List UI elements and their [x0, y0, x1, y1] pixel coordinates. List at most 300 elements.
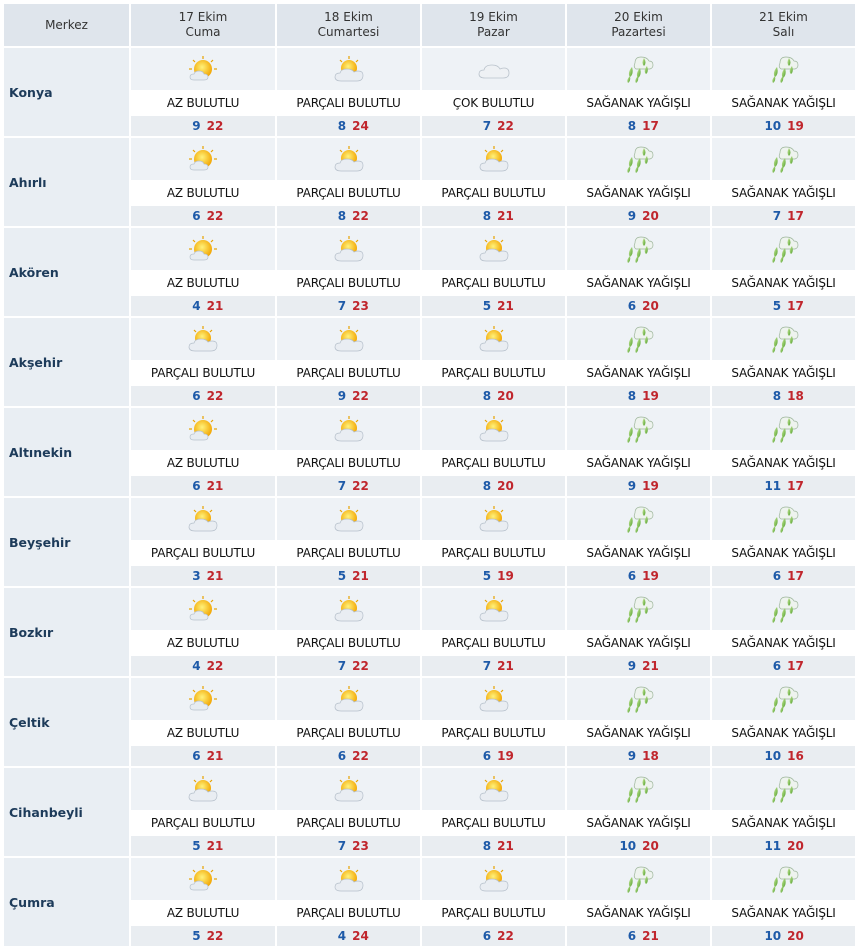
condition-label: PARÇALI BULUTLU — [277, 542, 420, 564]
condition-row — [4, 812, 855, 834]
weather-icon-cell — [712, 768, 855, 810]
weather-icon-cell — [131, 48, 275, 90]
condition-label: PARÇALI BULUTLU — [131, 542, 275, 564]
max-temperature: 20 — [642, 839, 659, 853]
sun-cloud-icon — [477, 149, 511, 168]
city-icon-row — [4, 228, 855, 270]
weather-icon-cell — [131, 588, 275, 630]
max-temperature: 23 — [352, 299, 369, 313]
max-temperature: 16 — [787, 749, 804, 763]
condition-label: PARÇALI BULUTLU — [422, 452, 565, 474]
max-temperature: 17 — [787, 659, 804, 673]
max-temperature: 22 — [497, 119, 514, 133]
sun-cloud-icon — [477, 329, 511, 348]
sun-cloud-icon — [186, 779, 220, 798]
weather-icon-cell — [277, 768, 420, 810]
temperature-cell — [712, 566, 855, 586]
max-temperature: 20 — [642, 209, 659, 223]
temperature-cell — [567, 836, 710, 856]
min-temperature: 4 — [192, 299, 201, 313]
min-temperature: 6 — [337, 749, 347, 763]
temperature-cell — [567, 206, 710, 226]
min-temperature: 7 — [337, 839, 347, 853]
weather-icon-cell — [422, 768, 565, 810]
max-temperature: 19 — [497, 749, 514, 763]
max-temperature: 17 — [787, 299, 804, 313]
min-temperature: 8 — [482, 479, 492, 493]
weather-icon-cell — [131, 858, 275, 900]
condition-label: SAĞANAK YAĞIŞLI — [712, 542, 855, 564]
temperature-cell — [567, 296, 710, 316]
temperature-cell — [712, 386, 855, 406]
condition-label: SAĞANAK YAĞIŞLI — [567, 182, 710, 204]
temperature-cell — [277, 206, 420, 226]
temperature-cell — [567, 386, 710, 406]
condition-label: SAĞANAK YAĞIŞLI — [712, 362, 855, 384]
day-header — [422, 4, 565, 46]
condition-label: PARÇALI BULUTLU — [277, 632, 420, 654]
sun-cloud-icon — [477, 509, 511, 528]
temperature-cell — [422, 566, 565, 586]
sun-small-cloud-icon — [186, 689, 220, 708]
weather-icon-cell — [567, 138, 710, 180]
min-temperature: 9 — [192, 119, 201, 133]
weather-icon-cell — [567, 48, 710, 90]
max-temperature: 17 — [787, 209, 804, 223]
day-date: 21 Ekim — [759, 10, 808, 24]
min-temperature: 9 — [337, 389, 347, 403]
condition-label: SAĞANAK YAĞIŞLI — [567, 542, 710, 564]
condition-label: SAĞANAK YAĞIŞLI — [712, 902, 855, 924]
min-temperature: 10 — [619, 839, 637, 853]
rain-shower-icon — [767, 689, 801, 708]
temperature-cell — [131, 296, 275, 316]
min-temperature: 7 — [772, 209, 782, 223]
condition-label: SAĞANAK YAĞIŞLI — [712, 632, 855, 654]
city-name[interactable]: Beyşehir — [4, 498, 129, 586]
temperature-cell — [131, 656, 275, 676]
min-temperature: 7 — [337, 479, 347, 493]
max-temperature: 22 — [352, 479, 369, 493]
weather-icon-cell — [277, 678, 420, 720]
sun-cloud-icon — [186, 329, 220, 348]
weather-icon-cell — [712, 588, 855, 630]
city-name[interactable]: Akören — [4, 228, 129, 316]
city-icon-row — [4, 408, 855, 450]
rain-shower-icon — [622, 239, 656, 258]
max-temperature: 22 — [206, 119, 224, 133]
day-weekday: Salı — [772, 25, 795, 39]
max-temperature: 18 — [642, 749, 659, 763]
max-temperature: 20 — [497, 389, 514, 403]
sun-small-cloud-icon — [186, 59, 220, 78]
sun-cloud-icon — [332, 779, 366, 798]
temperature-cell — [131, 476, 275, 496]
rain-shower-icon — [767, 239, 801, 258]
min-temperature: 8 — [482, 209, 492, 223]
max-temperature: 19 — [642, 569, 659, 583]
weather-icon-cell — [277, 138, 420, 180]
weather-icon-cell — [567, 588, 710, 630]
city-name[interactable]: Konya — [4, 48, 129, 136]
weather-icon-cell — [567, 768, 710, 810]
max-temperature: 22 — [206, 929, 224, 943]
max-temperature: 21 — [497, 839, 514, 853]
temperature-cell — [712, 116, 855, 136]
max-temperature: 24 — [352, 119, 369, 133]
sun-small-cloud-icon — [186, 149, 220, 168]
weather-icon-cell — [567, 318, 710, 360]
city-icon-row — [4, 678, 855, 720]
condition-label: PARÇALI BULUTLU — [277, 272, 420, 294]
max-temperature: 21 — [206, 839, 224, 853]
weather-icon-cell — [422, 138, 565, 180]
rain-shower-icon — [622, 149, 656, 168]
condition-label: AZ BULUTLU — [131, 902, 275, 924]
max-temperature: 21 — [206, 299, 224, 313]
day-date: 17 Ekim — [178, 10, 228, 24]
weather-icon-cell — [422, 48, 565, 90]
sun-cloud-icon — [332, 149, 366, 168]
min-temperature: 5 — [337, 569, 347, 583]
temperature-cell — [422, 386, 565, 406]
weather-icon-cell — [131, 228, 275, 270]
max-temperature: 20 — [642, 299, 659, 313]
temperature-row — [4, 476, 855, 496]
condition-label: SAĞANAK YAĞIŞLI — [567, 362, 710, 384]
max-temperature: 20 — [497, 479, 514, 493]
temperature-cell — [131, 206, 275, 226]
city-name[interactable]: Çumra — [4, 858, 129, 946]
rain-shower-icon — [622, 419, 656, 438]
min-temperature: 7 — [337, 659, 347, 673]
city-name[interactable]: Ahırlı — [4, 138, 129, 226]
rain-shower-icon — [622, 599, 656, 618]
min-temperature: 8 — [337, 209, 347, 223]
rain-shower-icon — [622, 329, 656, 348]
temperature-cell — [131, 116, 275, 136]
day-header — [567, 4, 710, 46]
weather-icon-cell — [712, 318, 855, 360]
sun-small-cloud-icon — [186, 239, 220, 258]
min-temperature: 8 — [627, 389, 637, 403]
min-temperature: 6 — [192, 209, 201, 223]
forecast-table-wrapper — [4, 4, 851, 946]
rain-shower-icon — [767, 509, 801, 528]
min-temperature: 5 — [192, 929, 201, 943]
sun-cloud-icon — [477, 599, 511, 618]
day-header — [131, 4, 275, 46]
max-temperature: 21 — [497, 209, 514, 223]
weather-icon-cell — [131, 678, 275, 720]
weather-icon-cell — [712, 678, 855, 720]
day-weekday: Pazar — [477, 25, 510, 39]
condition-label: PARÇALI BULUTLU — [422, 902, 565, 924]
max-temperature: 21 — [206, 479, 224, 493]
min-temperature: 11 — [764, 839, 782, 853]
cloud-icon — [477, 59, 511, 78]
max-temperature: 17 — [642, 119, 659, 133]
condition-label: AZ BULUTLU — [131, 272, 275, 294]
weather-icon-cell — [277, 858, 420, 900]
temperature-cell — [422, 476, 565, 496]
temperature-cell — [131, 746, 275, 766]
condition-label: AZ BULUTLU — [131, 182, 275, 204]
min-temperature: 8 — [337, 119, 347, 133]
max-temperature: 19 — [497, 569, 514, 583]
min-temperature: 6 — [627, 299, 637, 313]
temperature-cell — [422, 836, 565, 856]
condition-label: SAĞANAK YAĞIŞLI — [567, 722, 710, 744]
condition-label: SAĞANAK YAĞIŞLI — [567, 452, 710, 474]
min-temperature: 6 — [627, 569, 637, 583]
sun-cloud-icon — [477, 779, 511, 798]
weather-icon-cell — [277, 318, 420, 360]
max-temperature: 22 — [206, 389, 224, 403]
condition-row — [4, 452, 855, 474]
rain-shower-icon — [767, 599, 801, 618]
forecast-body — [4, 48, 855, 946]
max-temperature: 24 — [352, 929, 369, 943]
condition-label: PARÇALI BULUTLU — [422, 272, 565, 294]
min-temperature: 4 — [337, 929, 347, 943]
forecast-table — [2, 2, 855, 948]
temperature-row — [4, 116, 855, 136]
condition-label: PARÇALI BULUTLU — [277, 362, 420, 384]
temperature-cell — [131, 386, 275, 406]
max-temperature: 22 — [352, 209, 369, 223]
condition-label: SAĞANAK YAĞIŞLI — [712, 182, 855, 204]
sun-small-cloud-icon — [186, 599, 220, 618]
max-temperature: 20 — [787, 929, 804, 943]
max-temperature: 21 — [497, 299, 514, 313]
weather-icon-cell — [712, 138, 855, 180]
temperature-cell — [422, 746, 565, 766]
max-temperature: 22 — [352, 749, 369, 763]
condition-label: SAĞANAK YAĞIŞLI — [712, 272, 855, 294]
weather-icon-cell — [277, 498, 420, 540]
temperature-cell — [277, 746, 420, 766]
sun-cloud-icon — [477, 689, 511, 708]
day-header — [712, 4, 855, 46]
min-temperature: 5 — [772, 299, 782, 313]
temperature-cell — [567, 926, 710, 946]
temperature-cell — [422, 116, 565, 136]
condition-label: SAĞANAK YAĞIŞLI — [712, 812, 855, 834]
temperature-cell — [131, 926, 275, 946]
city-name[interactable]: Cihanbeyli — [4, 768, 129, 856]
min-temperature: 8 — [482, 389, 492, 403]
temperature-cell — [712, 926, 855, 946]
condition-label: PARÇALI BULUTLU — [277, 92, 420, 114]
min-temperature: 10 — [764, 119, 782, 133]
min-temperature: 10 — [764, 929, 782, 943]
temperature-row — [4, 836, 855, 856]
temperature-cell — [277, 566, 420, 586]
city-name[interactable]: Altınekin — [4, 408, 129, 496]
weather-icon-cell — [712, 498, 855, 540]
condition-label: AZ BULUTLU — [131, 632, 275, 654]
weather-icon-cell — [712, 408, 855, 450]
max-temperature: 22 — [206, 659, 224, 673]
temperature-row — [4, 386, 855, 406]
sun-cloud-icon — [332, 869, 366, 888]
condition-label: PARÇALI BULUTLU — [422, 812, 565, 834]
max-temperature: 22 — [352, 389, 369, 403]
max-temperature: 23 — [352, 839, 369, 853]
temperature-row — [4, 746, 855, 766]
city-icon-row — [4, 48, 855, 90]
sun-cloud-icon — [332, 59, 366, 78]
temperature-row — [4, 566, 855, 586]
max-temperature: 21 — [642, 659, 659, 673]
temperature-cell — [422, 296, 565, 316]
temperature-cell — [131, 566, 275, 586]
condition-label: PARÇALI BULUTLU — [422, 722, 565, 744]
min-temperature: 11 — [764, 479, 782, 493]
min-temperature: 10 — [764, 749, 782, 763]
temperature-cell — [277, 656, 420, 676]
rain-shower-icon — [767, 869, 801, 888]
temperature-cell — [712, 746, 855, 766]
weather-icon-cell — [712, 228, 855, 270]
rain-shower-icon — [767, 149, 801, 168]
merkez-header: Merkez — [4, 4, 129, 46]
condition-label: PARÇALI BULUTLU — [422, 362, 565, 384]
sun-cloud-icon — [186, 509, 220, 528]
rain-shower-icon — [767, 59, 801, 78]
weather-icon-cell — [567, 678, 710, 720]
weather-icon-cell — [277, 228, 420, 270]
condition-label: AZ BULUTLU — [131, 452, 275, 474]
condition-label: AZ BULUTLU — [131, 722, 275, 744]
condition-row — [4, 182, 855, 204]
min-temperature: 5 — [482, 569, 492, 583]
max-temperature: 21 — [642, 929, 659, 943]
weather-icon-cell — [567, 408, 710, 450]
temperature-cell — [567, 116, 710, 136]
temperature-cell — [277, 386, 420, 406]
header-row — [4, 4, 855, 46]
temperature-cell — [567, 476, 710, 496]
city-icon-row — [4, 138, 855, 180]
condition-row — [4, 542, 855, 564]
max-temperature: 20 — [787, 839, 804, 853]
condition-label: PARÇALI BULUTLU — [131, 812, 275, 834]
min-temperature: 4 — [192, 659, 201, 673]
sun-cloud-icon — [332, 689, 366, 708]
rain-shower-icon — [622, 509, 656, 528]
sun-cloud-icon — [477, 239, 511, 258]
day-date: 20 Ekim — [614, 10, 663, 24]
day-header — [277, 4, 420, 46]
weather-icon-cell — [422, 678, 565, 720]
sun-cloud-icon — [332, 419, 366, 438]
city-icon-row — [4, 318, 855, 360]
temperature-cell — [712, 656, 855, 676]
condition-label: PARÇALI BULUTLU — [277, 722, 420, 744]
condition-label: SAĞANAK YAĞIŞLI — [567, 902, 710, 924]
weather-icon-cell — [277, 588, 420, 630]
max-temperature: 19 — [787, 119, 804, 133]
min-temperature: 9 — [627, 479, 637, 493]
weather-icon-cell — [567, 498, 710, 540]
sun-cloud-icon — [332, 329, 366, 348]
condition-row — [4, 362, 855, 384]
rain-shower-icon — [622, 869, 656, 888]
city-icon-row — [4, 588, 855, 630]
condition-label: SAĞANAK YAĞIŞLI — [712, 92, 855, 114]
weather-icon-cell — [131, 318, 275, 360]
weather-icon-cell — [422, 228, 565, 270]
temperature-row — [4, 656, 855, 676]
max-temperature: 22 — [352, 659, 369, 673]
min-temperature: 7 — [482, 119, 492, 133]
condition-label: PARÇALI BULUTLU — [422, 182, 565, 204]
min-temperature: 6 — [627, 929, 637, 943]
weather-icon-cell — [422, 408, 565, 450]
condition-label: SAĞANAK YAĞIŞLI — [567, 812, 710, 834]
max-temperature: 21 — [206, 569, 224, 583]
condition-label: PARÇALI BULUTLU — [422, 542, 565, 564]
temperature-cell — [422, 656, 565, 676]
city-name[interactable]: Çeltik — [4, 678, 129, 766]
min-temperature: 5 — [192, 839, 201, 853]
max-temperature: 19 — [642, 389, 659, 403]
condition-label: ÇOK BULUTLU — [422, 92, 565, 114]
condition-label: PARÇALI BULUTLU — [277, 902, 420, 924]
condition-label: PARÇALI BULUTLU — [277, 812, 420, 834]
condition-label: PARÇALI BULUTLU — [422, 632, 565, 654]
city-name[interactable]: Akşehir — [4, 318, 129, 406]
weather-icon-cell — [131, 408, 275, 450]
weather-icon-cell — [567, 228, 710, 270]
min-temperature: 6 — [192, 479, 201, 493]
weather-icon-cell — [422, 858, 565, 900]
condition-row — [4, 272, 855, 294]
city-icon-row — [4, 498, 855, 540]
temperature-cell — [277, 926, 420, 946]
condition-label: PARÇALI BULUTLU — [277, 182, 420, 204]
temperature-cell — [567, 746, 710, 766]
city-name[interactable]: Bozkır — [4, 588, 129, 676]
temperature-cell — [712, 206, 855, 226]
min-temperature: 3 — [192, 569, 201, 583]
rain-shower-icon — [767, 329, 801, 348]
condition-label: SAĞANAK YAĞIŞLI — [567, 632, 710, 654]
max-temperature: 22 — [206, 209, 224, 223]
min-temperature: 9 — [627, 749, 637, 763]
temperature-cell — [422, 206, 565, 226]
temperature-cell — [131, 836, 275, 856]
day-weekday: Cuma — [185, 25, 221, 39]
condition-label: SAĞANAK YAĞIŞLI — [567, 92, 710, 114]
temperature-row — [4, 926, 855, 946]
day-weekday: Cumartesi — [317, 25, 380, 39]
city-icon-row — [4, 858, 855, 900]
temperature-cell — [422, 926, 565, 946]
rain-shower-icon — [767, 779, 801, 798]
max-temperature: 19 — [642, 479, 659, 493]
weather-icon-cell — [712, 858, 855, 900]
min-temperature: 9 — [627, 659, 637, 673]
temperature-row — [4, 296, 855, 316]
temperature-cell — [277, 116, 420, 136]
rain-shower-icon — [622, 779, 656, 798]
rain-shower-icon — [767, 419, 801, 438]
max-temperature: 21 — [497, 659, 514, 673]
weather-icon-cell — [131, 498, 275, 540]
